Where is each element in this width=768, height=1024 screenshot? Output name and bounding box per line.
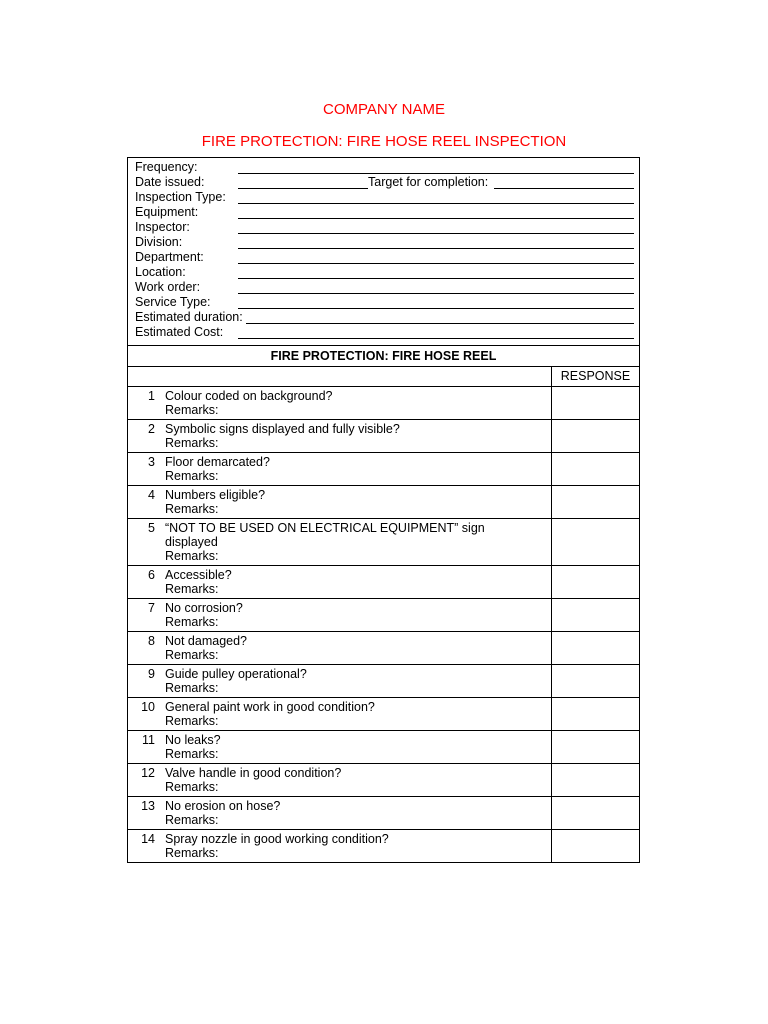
response-cell[interactable] bbox=[552, 731, 640, 764]
checklist-row bbox=[128, 698, 640, 731]
inspector-field[interactable] bbox=[238, 233, 634, 234]
item-number: 12 bbox=[141, 766, 155, 780]
item-body bbox=[155, 700, 375, 728]
inspection-type-label: Inspection Type: bbox=[135, 190, 226, 204]
item-question: Accessible? bbox=[165, 568, 232, 582]
target-completion-label: Target for completion: bbox=[368, 175, 489, 189]
estimated-cost-field[interactable] bbox=[238, 338, 634, 339]
inspector-label: Inspector: bbox=[135, 220, 190, 234]
item-number: 1 bbox=[148, 389, 155, 403]
item-body bbox=[155, 389, 332, 417]
estimated-duration-label: Estimated duration: bbox=[135, 310, 243, 324]
item-question: No corrosion? bbox=[165, 601, 243, 615]
checklist-row bbox=[128, 519, 640, 566]
item-number: 2 bbox=[148, 422, 155, 436]
response-cell[interactable] bbox=[552, 830, 640, 863]
target-completion-field[interactable] bbox=[494, 188, 634, 189]
item-number: 3 bbox=[148, 455, 155, 469]
location-label: Location: bbox=[135, 265, 186, 279]
item-number: 10 bbox=[141, 700, 155, 714]
item-body bbox=[155, 488, 265, 516]
inspection-checklist-table bbox=[127, 345, 640, 863]
response-cell[interactable] bbox=[552, 566, 640, 599]
item-question: Numbers eligible? bbox=[165, 488, 266, 502]
checklist-row bbox=[128, 632, 640, 665]
inspection-info-box bbox=[127, 157, 640, 345]
work-order-label: Work order: bbox=[135, 280, 201, 294]
estimated-duration-field[interactable] bbox=[246, 323, 634, 324]
item-question: “NOT TO BE USED ON ELECTRICAL EQUIPMENT” sign displayed bbox=[165, 521, 485, 549]
location-row bbox=[135, 265, 634, 280]
response-cell[interactable] bbox=[552, 599, 640, 632]
checklist-row bbox=[128, 731, 640, 764]
checklist-row bbox=[128, 665, 640, 698]
item-body bbox=[155, 422, 400, 450]
checklist-row bbox=[128, 486, 640, 519]
item-remarks-label: Remarks: bbox=[165, 780, 219, 794]
service-type-label: Service Type: bbox=[135, 295, 211, 309]
response-cell[interactable] bbox=[552, 632, 640, 665]
item-remarks-label: Remarks: bbox=[165, 648, 219, 662]
item-body bbox=[155, 766, 341, 794]
item-remarks-label: Remarks: bbox=[165, 813, 219, 827]
date-issued-label: Date issued: bbox=[135, 175, 205, 189]
division-row bbox=[135, 235, 634, 250]
service-type-row bbox=[135, 295, 634, 310]
inspection-type-field[interactable] bbox=[238, 203, 634, 204]
item-remarks-label: Remarks: bbox=[165, 747, 219, 761]
checklist-items bbox=[128, 387, 640, 863]
response-cell[interactable] bbox=[552, 453, 640, 486]
frequency-field[interactable] bbox=[238, 173, 634, 174]
item-question: Floor demarcated? bbox=[165, 455, 270, 469]
frequency-row bbox=[135, 160, 634, 175]
inspector-row bbox=[135, 220, 634, 235]
checklist-item bbox=[128, 665, 552, 698]
service-type-field[interactable] bbox=[238, 308, 634, 309]
item-number: 5 bbox=[148, 521, 155, 535]
item-body bbox=[155, 832, 389, 860]
item-body bbox=[155, 568, 232, 596]
checklist-item bbox=[128, 830, 552, 863]
item-remarks-label: Remarks: bbox=[165, 681, 219, 695]
item-remarks-label: Remarks: bbox=[165, 469, 219, 483]
checklist-item bbox=[128, 764, 552, 797]
item-body bbox=[155, 601, 243, 629]
checklist-row bbox=[128, 420, 640, 453]
work-order-row bbox=[135, 280, 634, 295]
item-remarks-label: Remarks: bbox=[165, 582, 219, 596]
item-number: 4 bbox=[148, 488, 155, 502]
item-remarks-label: Remarks: bbox=[165, 436, 219, 450]
department-row bbox=[135, 250, 634, 265]
checklist-item bbox=[128, 486, 552, 519]
column-header-row bbox=[128, 367, 640, 387]
item-question: Spray nozzle in good working condition? bbox=[165, 832, 389, 846]
division-field[interactable] bbox=[238, 248, 634, 249]
response-cell[interactable] bbox=[552, 665, 640, 698]
equipment-row bbox=[135, 205, 634, 220]
date-issued-row bbox=[135, 175, 634, 190]
checklist-row bbox=[128, 387, 640, 420]
item-remarks-label: Remarks: bbox=[165, 403, 219, 417]
section-title-row bbox=[128, 346, 640, 367]
item-number: 6 bbox=[148, 568, 155, 582]
item-question: Symbolic signs displayed and fully visible? bbox=[165, 422, 400, 436]
estimated-cost-label: Estimated Cost: bbox=[135, 325, 224, 339]
response-cell[interactable] bbox=[552, 486, 640, 519]
checklist-item bbox=[128, 387, 552, 420]
item-number: 9 bbox=[148, 667, 155, 681]
item-remarks-label: Remarks: bbox=[165, 846, 219, 860]
item-question: Valve handle in good condition? bbox=[165, 766, 342, 780]
item-number: 14 bbox=[141, 832, 155, 846]
item-question: Not damaged? bbox=[165, 634, 248, 648]
item-column-header bbox=[128, 367, 552, 387]
equipment-field[interactable] bbox=[238, 218, 634, 219]
item-remarks-label: Remarks: bbox=[165, 714, 219, 728]
item-number: 8 bbox=[148, 634, 155, 648]
equipment-label: Equipment: bbox=[135, 205, 199, 219]
item-number: 11 bbox=[142, 733, 155, 747]
item-remarks-label: Remarks: bbox=[165, 549, 219, 563]
checklist-item bbox=[128, 519, 552, 566]
response-cell[interactable] bbox=[552, 519, 640, 566]
checklist-item bbox=[128, 566, 552, 599]
checklist-item bbox=[128, 632, 552, 665]
checklist-item bbox=[128, 698, 552, 731]
checklist-row bbox=[128, 599, 640, 632]
checklist-item bbox=[128, 797, 552, 830]
item-question: No leaks? bbox=[165, 733, 221, 747]
estimated-cost-row bbox=[135, 325, 634, 340]
item-number: 7 bbox=[148, 601, 155, 615]
department-label: Department: bbox=[135, 250, 204, 264]
frequency-label: Frequency: bbox=[135, 160, 198, 174]
item-body bbox=[155, 799, 280, 827]
location-field[interactable] bbox=[238, 278, 634, 279]
checklist-item bbox=[128, 420, 552, 453]
checklist-row bbox=[128, 453, 640, 486]
department-field[interactable] bbox=[238, 263, 634, 264]
item-body bbox=[155, 667, 307, 695]
response-cell[interactable] bbox=[552, 420, 640, 453]
response-cell[interactable] bbox=[552, 698, 640, 731]
item-question: No erosion on hose? bbox=[165, 799, 281, 813]
section-title: FIRE PROTECTION: FIRE HOSE REEL bbox=[128, 346, 640, 367]
checklist-row bbox=[128, 830, 640, 863]
checklist-item bbox=[128, 453, 552, 486]
response-column-header: RESPONSE bbox=[552, 367, 640, 387]
response-cell[interactable] bbox=[552, 797, 640, 830]
checklist-row bbox=[128, 566, 640, 599]
item-question: General paint work in good condition? bbox=[165, 700, 375, 714]
checklist-row bbox=[128, 797, 640, 830]
item-remarks-label: Remarks: bbox=[165, 502, 219, 516]
item-body bbox=[155, 634, 247, 662]
inspection-type-row bbox=[135, 190, 634, 205]
division-label: Division: bbox=[135, 235, 183, 249]
checklist-row bbox=[128, 764, 640, 797]
checklist-item bbox=[128, 599, 552, 632]
checklist-item bbox=[128, 731, 552, 764]
item-body bbox=[155, 521, 505, 563]
item-number: 13 bbox=[141, 799, 155, 813]
response-cell[interactable] bbox=[552, 764, 640, 797]
item-body bbox=[155, 455, 270, 483]
document-title: FIRE PROTECTION: FIRE HOSE REEL INSPECTION bbox=[201, 133, 567, 150]
date-issued-field[interactable] bbox=[238, 188, 368, 189]
company-name: COMPANY NAME bbox=[323, 101, 445, 118]
item-question: Colour coded on background? bbox=[165, 389, 333, 403]
item-question: Guide pulley operational? bbox=[165, 667, 307, 681]
item-body bbox=[155, 733, 221, 761]
estimated-duration-row bbox=[135, 310, 634, 325]
work-order-field[interactable] bbox=[238, 293, 634, 294]
response-cell[interactable] bbox=[552, 387, 640, 420]
item-remarks-label: Remarks: bbox=[165, 615, 219, 629]
